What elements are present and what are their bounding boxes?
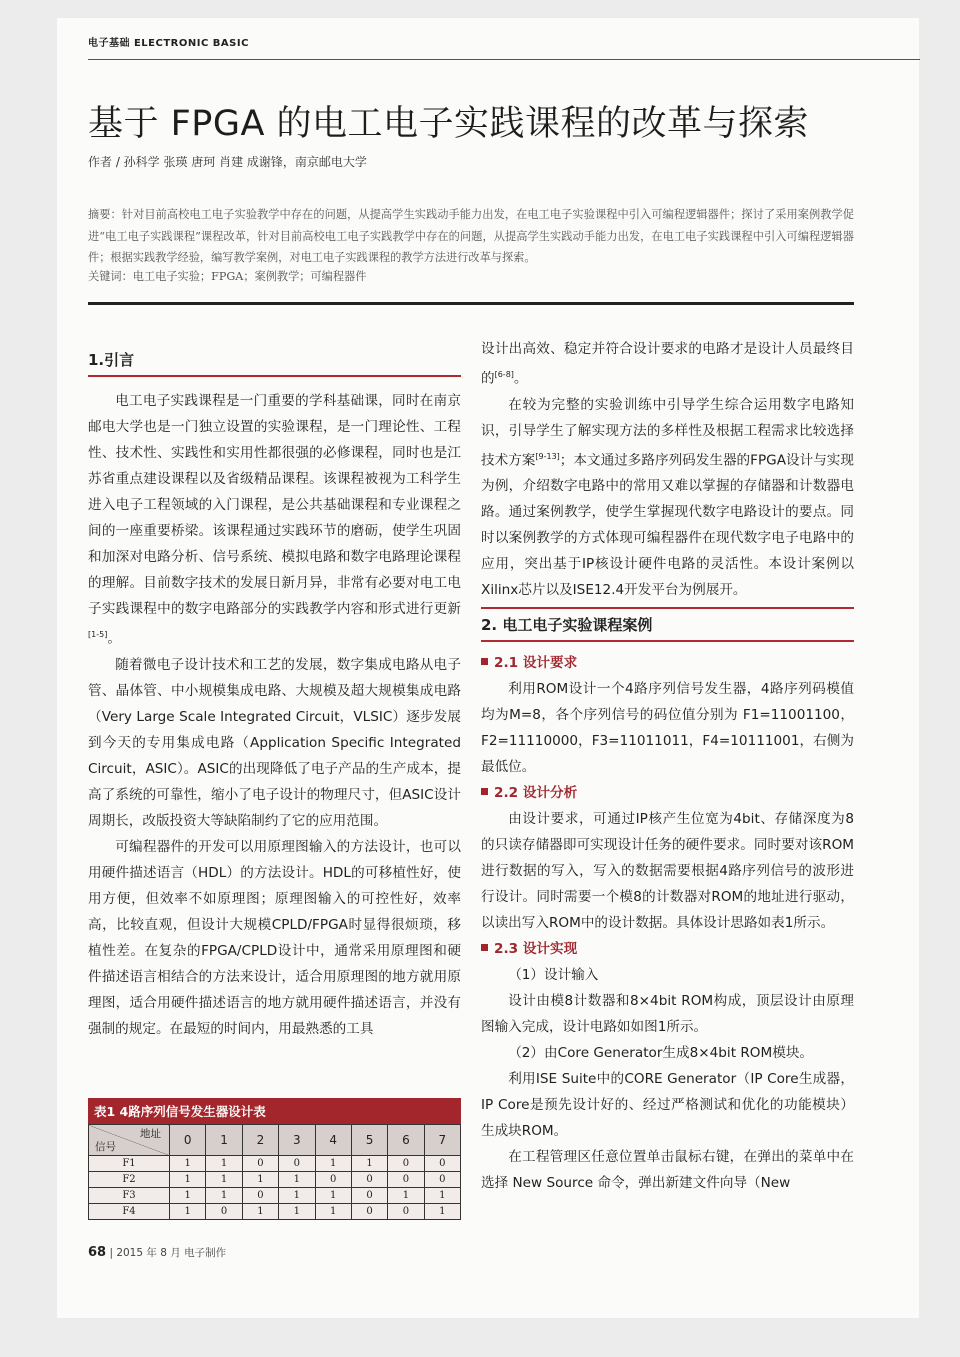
column-header: 3 xyxy=(279,1125,315,1156)
table-cell: 1 xyxy=(424,1188,460,1204)
paragraph: 随着微电子设计技术和工艺的发展，数字集成电路从电子管、晶体管、中小规模集成电路、大规模及超大规模集成电路（Very Large Scale Integrated Circuit，VLSIC）逐步发展到今天的专用集成电路（Application Specific Integrated Circuit，ASIC）。ASIC的出现降低了电子产品的生产成本，提高了系统的可靠性，缩小了电子设计的物理尺寸，但ASIC设计周期长，改版投资大等缺陷制约了它的应用范围。 xyxy=(88,656,461,829)
section1-heading: 1.引言 xyxy=(88,351,135,369)
paragraph: 利用ROM设计一个4路序列信号发生器，4路序列码模值均为M=8，各个序列信号的码位值分别为 F1=11001100，F2=11110000，F3=11011011，F4=10111001，右侧为最低位。 xyxy=(481,681,854,775)
subsection-2-3-heading: 2.3 设计实现 xyxy=(481,936,854,962)
paragraph: 由设计要求，可通过IP核产生位宽为4bit、存储深度为8的只读存储器即可实现设计任务的硬件要求。同时要对该ROM进行数据的写入，写入的数据需要根据4路序列信号的波形进行设计。同时需要一个模8的计数器对ROM的地址进行驱动，以读出写入ROM中的设计数据。具体设计思路如表1所示。 xyxy=(481,811,854,931)
section2-rule xyxy=(481,640,854,642)
right-column-top xyxy=(481,336,854,603)
table-cell: 1 xyxy=(351,1156,387,1172)
table-cell: 0 xyxy=(388,1172,424,1188)
table-cell: 1 xyxy=(206,1172,242,1188)
table-cell: 1 xyxy=(279,1172,315,1188)
table-cell: 1 xyxy=(424,1204,460,1220)
table-cell: 1 xyxy=(242,1172,278,1188)
paragraph: 利用ISE Suite中的CORE Generator（IP Core生成器，IP Core是预先设计好的、经过严格测试和优化的功能模块）生成块ROM。 xyxy=(481,1071,854,1139)
keywords: 关键词：电工电子实验；FPGA；案例教学；可编程器件 xyxy=(88,270,367,283)
table-corner-cell: 地址 信号 xyxy=(89,1125,170,1156)
table-cell: 0 xyxy=(351,1188,387,1204)
paragraph: （2）由Core Generator生成8×4bit ROM模块。 xyxy=(508,1045,814,1061)
table-row xyxy=(89,1188,461,1204)
table-cell: 0 xyxy=(424,1156,460,1172)
table-cell: 1 xyxy=(315,1156,351,1172)
table-1 xyxy=(88,1098,461,1220)
page-number: 68 xyxy=(88,1245,107,1260)
section1-rule xyxy=(88,375,461,377)
section2-heading: 2. 电工电子实验课程案例 xyxy=(481,616,653,634)
square-bullet-icon xyxy=(481,658,488,665)
header-rule xyxy=(88,59,920,60)
column-header: 1 xyxy=(206,1125,242,1156)
table-cell: 1 xyxy=(206,1156,242,1172)
table-cell: 1 xyxy=(170,1156,206,1172)
page-footer xyxy=(88,1245,226,1260)
paper-title: 基于 FPGA 的电工电子实践课程的改革与探索 xyxy=(88,104,810,144)
paragraph: 设计出高效、稳定并符合设计要求的电路才是设计人员最终目的[6-8]。 xyxy=(481,341,854,387)
paragraph: （1）设计输入 xyxy=(508,967,599,983)
square-bullet-icon xyxy=(481,788,488,795)
column-header: 7 xyxy=(424,1125,460,1156)
paragraph: 在工程管理区任意位置单击鼠标右键，在弹出的菜单中在选择 New Source 命令，弹出新建文件向导（New xyxy=(481,1149,854,1191)
subsection-2-1-heading: 2.1 设计要求 xyxy=(481,650,854,676)
footer-info: | 2015 年 8 月 电子制作 xyxy=(109,1247,227,1259)
right-column xyxy=(481,650,854,1196)
table-cell: 1 xyxy=(279,1204,315,1220)
table-cell: 1 xyxy=(242,1204,278,1220)
table-row xyxy=(89,1204,461,1220)
table-cell: 1 xyxy=(388,1188,424,1204)
table-cell: 1 xyxy=(206,1188,242,1204)
table-cell: 0 xyxy=(424,1172,460,1188)
left-column xyxy=(88,388,461,1042)
paragraph: 电工电子实践课程是一门重要的学科基础课，同时在南京邮电大学也是一门独立设置的实验课程，是一门理论性、工程性、技术性、实践性和实用性都很强的必修课程，同时也是江苏省重点建设课程以及省级精品课程。该课程被视为工科学生进入电子工程领域的入门课程，是公共基础课程和专业课程之间的一座重要桥梁。该课程通过实践环节的磨砺，使学生巩固和加深对电路分析、信号系统、模拟电路和数字电路理论课程的理解。目前数字技术的发展日新月异，非常有必要对电工电子实践课程中的数字电路部分的实践教学内容和形式进行更新[1-5]。 xyxy=(88,393,461,647)
table-cell: 0 xyxy=(351,1204,387,1220)
subsection-2-2-heading: 2.2 设计分析 xyxy=(481,780,854,806)
author-line: 作者 / 孙科学 张瑛 唐珂 肖建 成谢锋，南京邮电大学 xyxy=(88,155,367,169)
section2-rule-top xyxy=(481,607,854,609)
square-bullet-icon xyxy=(481,944,488,951)
table-cell: 0 xyxy=(242,1188,278,1204)
paragraph: 在较为完整的实验训练中引导学生综合运用数字电路知识，引导学生了解实现方法的多样性及根据工程需求比较选择技术方案[9-13]；本文通过多路序列码发生器的FPGA设计与实现为例，介绍数字电路中的常用又难以掌握的存储器和计数器电路。通过案例教学，使学生掌握现代数字电路设计的要点。同时以案例教学的方式体现可编程器件在现代数字电子电路中的应用，突出基于IP核设计硬件电路的灵活性。本设计案例以Xilinx芯片以及ISE12.4开发平台为例展开。 xyxy=(481,396,854,599)
table-cell: 0 xyxy=(315,1172,351,1188)
row-label: F1 xyxy=(89,1156,170,1172)
abstract-rule xyxy=(88,302,854,305)
row-label: F2 xyxy=(89,1172,170,1188)
table-cell: 0 xyxy=(279,1156,315,1172)
data-table xyxy=(88,1124,461,1220)
row-label: F3 xyxy=(89,1188,170,1204)
table-row xyxy=(89,1156,461,1172)
row-label: F4 xyxy=(89,1204,170,1220)
table-cell: 0 xyxy=(242,1156,278,1172)
table-cell: 1 xyxy=(170,1204,206,1220)
paragraph: 可编程器件的开发可以用原理图输入的方法设计，也可以用硬件描述语言（HDL）的方法设计。HDL的可移植性好，使用方便，但效率不如原理图；原理图输入的可控性好，效率高，比较直观，但设计大规模CPLD/FPGA时显得很烦琐，移植性差。在复杂的FPGA/CPLD设计中，通常采用原理图和硬件描述语言相结合的方法来设计，适合用原理图的地方就用原理图，适合用硬件描述语言的地方就用硬件描述语言，并没有强制的规定。在最短的时间内，用最熟悉的工具 xyxy=(88,838,461,1037)
table-cell: 0 xyxy=(206,1204,242,1220)
table-header-row xyxy=(89,1125,461,1156)
table-cell: 1 xyxy=(170,1188,206,1204)
table-cell: 0 xyxy=(351,1172,387,1188)
table-cell: 1 xyxy=(315,1188,351,1204)
table-cell: 1 xyxy=(170,1172,206,1188)
table-caption: 表1 4路序列信号发生器设计表 xyxy=(88,1098,461,1124)
column-header: 4 xyxy=(315,1125,351,1156)
column-header: 2 xyxy=(242,1125,278,1156)
table-cell: 0 xyxy=(388,1156,424,1172)
table-cell: 1 xyxy=(279,1188,315,1204)
table-row xyxy=(89,1172,461,1188)
column-header: 0 xyxy=(170,1125,206,1156)
column-header: 6 xyxy=(388,1125,424,1156)
table-cell: 1 xyxy=(315,1204,351,1220)
journal-header: 电子基础 ELECTRONIC BASIC xyxy=(88,38,249,49)
column-header: 5 xyxy=(351,1125,387,1156)
paragraph: 设计由模8计数器和8×4bit ROM构成，顶层设计由原理图输入完成，设计电路如如图1所示。 xyxy=(481,993,854,1035)
abstract: 摘要：针对目前高校电工电子实验教学中存在的问题，从提高学生实践动手能力出发，在电工电子实验课程中引入可编程逻辑器件；探讨了采用案例教学促进“电工电子实践课程”课程改革，针对目前高校电工电子实践教学中存在的问题，从提高学生实践动手能力出发，在电工电子实践课程中引入可编程逻辑器件；根据实践教学经验，编写教学案例，对电工电子实践课程的教学方法进行改革与探索。 xyxy=(88,208,854,264)
table-cell: 0 xyxy=(388,1204,424,1220)
